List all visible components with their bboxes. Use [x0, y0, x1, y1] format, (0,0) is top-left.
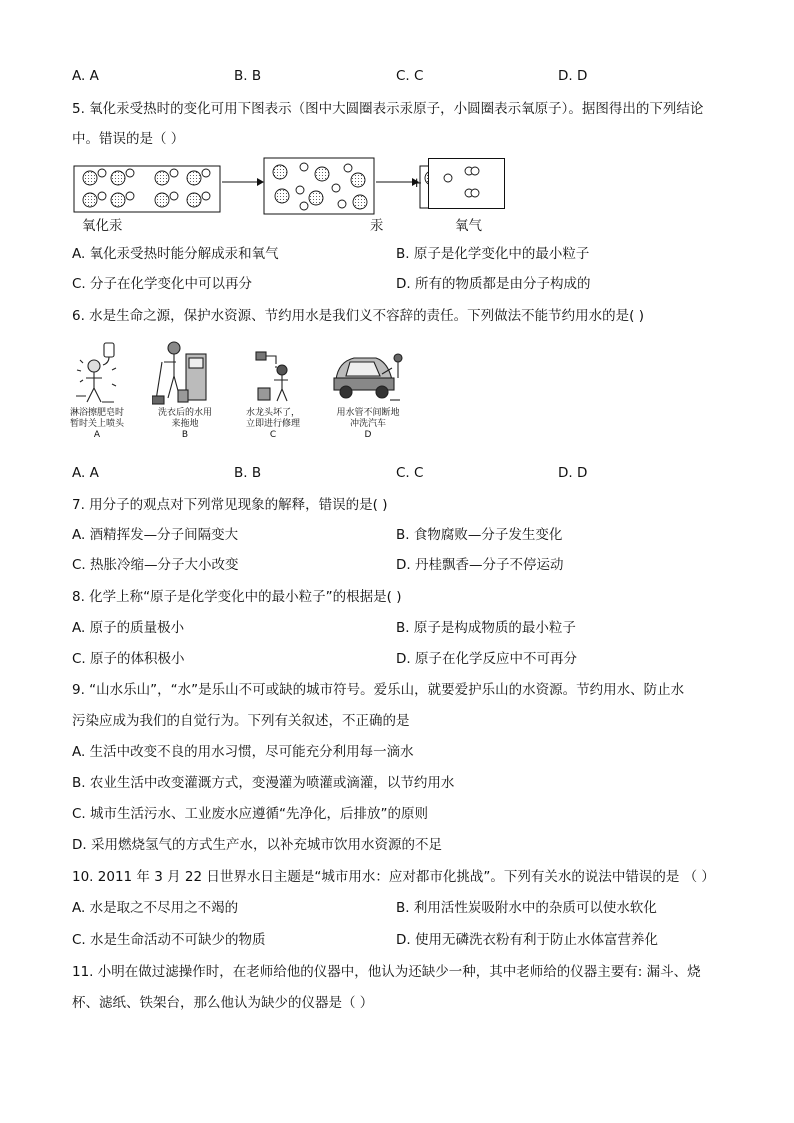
q5-stem-line2: 中。错误的是（ ） — [72, 131, 185, 147]
q8-option-d: D. 原子在化学反应中不可再分 — [396, 651, 577, 667]
picture-mopping — [152, 338, 212, 408]
q6-option-a: A. A — [72, 465, 99, 481]
label-mercury-oxide: 氧化汞 — [82, 218, 123, 234]
q9-stem-line2: 污染应成为我们的自觉行为。下列有关叙述，不正确的是 — [72, 713, 410, 729]
picture-c-caption: 水龙头坏了， 立即进行修理 C — [245, 408, 300, 440]
q5-option-a: A. 氧化汞受热时能分解成汞和氧气 — [72, 246, 279, 262]
q10-stem: 10. 2011 年 3 月 22 日世界水日主题是“城市用水：应对都市化挑战”。下列有关水的说法中错误的是 （ ） — [72, 869, 715, 885]
q7-option-d: D. 丹桂飘香—分子不停运动 — [396, 557, 564, 573]
q11-stem-line2: 杯、滤纸、铁架台，那么他认为缺少的仪器是（ ） — [72, 995, 374, 1011]
q8-stem: 8. 化学上称“原子是化学变化中的最小粒子”的根据是( ) — [72, 589, 402, 605]
q7-option-c: C. 热胀冷缩—分子大小改变 — [72, 557, 239, 573]
q5-option-b: B. 原子是化学变化中的最小粒子 — [396, 246, 590, 262]
q7-option-b: B. 食物腐败—分子发生变化 — [396, 527, 563, 543]
picture-car-wash — [330, 344, 406, 406]
q10-option-d: D. 使用无磷洗衣粉有利于防止水体富营养化 — [396, 932, 658, 948]
q6-option-c: C. C — [396, 465, 424, 481]
q5-option-d: D. 所有的物质都是由分子构成的 — [396, 276, 591, 292]
q7-option-a: A. 酒精挥发—分子间隔变大 — [72, 527, 239, 543]
q9-option-b: B. 农业生活中改变灌溉方式，变漫灌为喷灌或滴灌，以节约用水 — [72, 775, 455, 791]
q11-stem-line1: 11. 小明在做过滤操作时，在老师给他的仪器中，他认为还缺少一种，其中老师给的仪器主要有: 漏斗、烧 — [72, 964, 701, 980]
q6-option-b: B. B — [234, 465, 262, 481]
q10-option-b: B. 利用活性炭吸附水中的杂质可以使水软化 — [396, 900, 657, 916]
q4-option-b: B. B — [234, 68, 262, 84]
q10-option-c: C. 水是生命活动不可缺少的物质 — [72, 932, 266, 948]
q4-option-c: C. C — [396, 68, 424, 84]
q6-option-d: D. D — [558, 465, 588, 481]
q9-option-c: C. 城市生活污水、工业废水应遵循“先净化，后排放”的原则 — [72, 806, 428, 822]
q8-option-a: A. 原子的质量极小 — [72, 620, 185, 636]
q5-option-c: C. 分子在化学变化中可以再分 — [72, 276, 253, 292]
q6-stem: 6. 水是生命之源，保护水资源、节约用水是我们义不容辞的责任。下列做法不能节约用水的是( ) — [72, 308, 644, 324]
picture-faucet — [252, 348, 298, 406]
label-oxygen: 氧气 — [455, 218, 482, 234]
q10-option-a: A. 水是取之不尽用之不竭的 — [72, 900, 239, 916]
q8-option-c: C. 原子的体积极小 — [72, 651, 185, 667]
picture-d-caption: 用水管不间断地 冲洗汽车 D — [336, 408, 400, 440]
picture-shower — [72, 340, 122, 408]
q4-option-a: A. A — [72, 68, 99, 84]
picture-a-caption: 淋浴擦肥皂时 暂时关上喷头 A — [69, 408, 124, 440]
q4-option-d: D. D — [558, 68, 588, 84]
q8-option-b: B. 原子是构成物质的最小粒子 — [396, 620, 576, 636]
q5-stem-line1: 5. 氧化汞受热时的变化可用下图表示（图中大圆圈表示汞原子，小圆圈表示氧原子）。据图得出的下列结论 — [72, 101, 704, 117]
plus-sign: + — [411, 175, 423, 191]
picture-b-letter: B — [181, 430, 189, 440]
label-mercury: 汞 — [370, 218, 384, 234]
oxygen-box — [428, 158, 506, 210]
q7-stem: 7. 用分子的观点对下列常见现象的解释，错误的是( ) — [72, 497, 388, 513]
q9-option-a: A. 生活中改变不良的用水习惯，尽可能充分利用每一滴水 — [72, 744, 414, 760]
q9-option-d: D. 采用燃烧氢气的方式生产水，以补充城市饮用水资源的不足 — [72, 837, 442, 853]
picture-b-caption: 洗衣后的水用 来拖地 — [157, 408, 212, 429]
q9-stem-line1: 9. “山水乐山”，“水”是乐山不可或缺的城市符号。爱乐山，就要爱护乐山的水资源。节约用水、防止水 — [72, 682, 685, 698]
